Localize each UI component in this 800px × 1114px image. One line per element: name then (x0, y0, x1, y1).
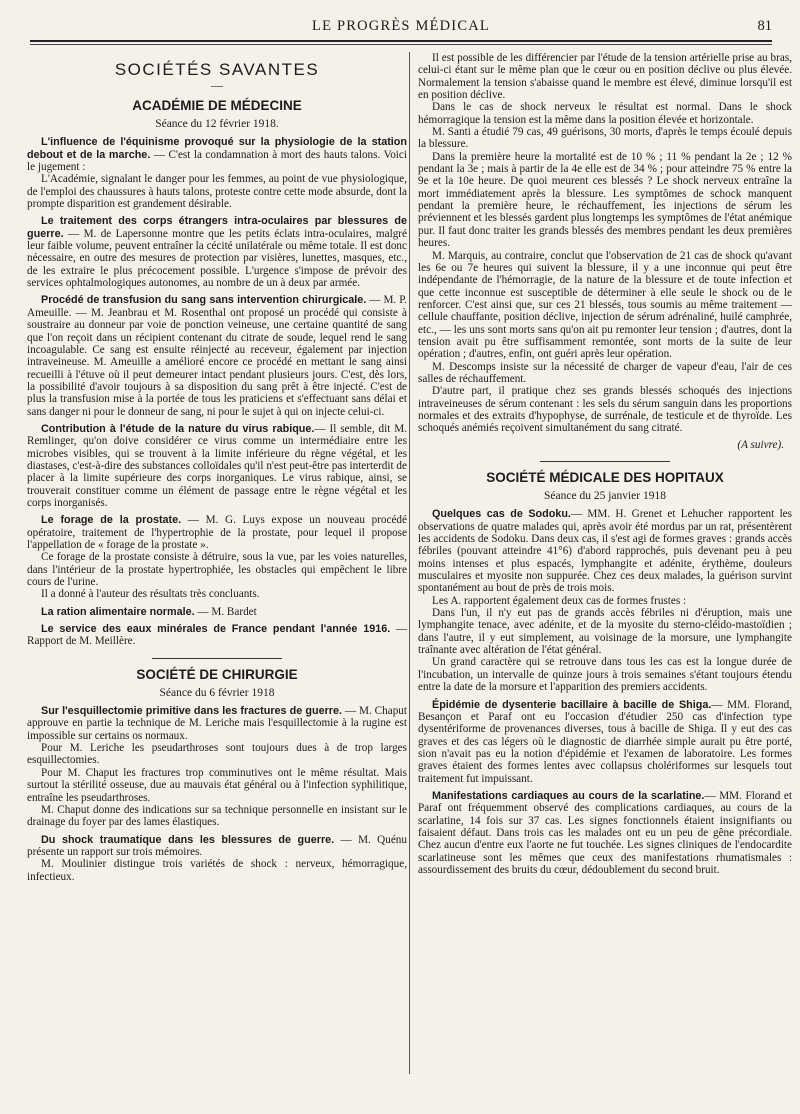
paragraph: M. Marquis, au contraire, conclut que l'observation de 21 cas de shock qu'avant les 6e ou 7e heures qui suivent la blessure, il y a une inconnue qui peut être indépendante de l'hémorragie, de la nature de la blessure et de toute infection et que cette inconnue est susceptible de déterminer à elle seule le shock ou de le renforcer. C'est ainsi que, sur ces 21 blessés, tous soumis au même traitement — cellule chauffante, position déclive, injection de sérum adrénaliné, huilé camphrée, etc., — les uns sont morts sans qu'on ait pu remonter leur tension ; d'autres, dont la tension avait pu être suffisamment remontée, sont morts de la suite de leur opération ; d'autres, enfin, ont guéri après leur opération. (418, 249, 792, 361)
article-text: — MM. Florand et Paraf ont fréquemment observé des complications cardiaques, au cours de la scarlatine, 14 fois sur 37 cas. Les signes fonctionnels étaient insignifiants ou faisaient défaut. Dans trois cas les malades ont eu un peu de gêne précordiale. Chez aucun d'entre eux l'aorte ne fut touchée. Les signes cliniques de l'endocardite scarlatineuse sont les mêmes que ceux des manifestations rhumatismales : assourdissement des bruits du cœur, dédoublement du second bruit. (418, 789, 792, 876)
societes-savantes-title: SOCIÉTÉS SAVANTES (114, 60, 320, 79)
article-heading: Le traitement des corps étrangers intra-oculaires par blessures de guerre. (27, 215, 407, 240)
article-shiga (418, 699, 792, 785)
paragraph: M. Chaput donne des indications sur sa technique personnelle en insistant sur le drainage du foyer par des lames élastiques. (27, 803, 407, 829)
article-text: — Il semble, dit M. Remlinger, qu'on doive considérer ce virus comme un intermédiaire entre les microbes visibles, qui se trouvent à la limite inférieure du règne végétal, et les diastases, c'est-à-dire des substances colloïdales qu'il n'est peut-être pas interterdit de placer à la limite supérieure des corps inorganiques. Le virus rabique, ainsi, se trouverait constituer comme un élément de passage entre le règne végétal et les corps inorganisés. (27, 422, 407, 509)
article-heading: La ration alimentaire normale. (41, 605, 195, 618)
article-text: — M. Quénu présente un rapport sur trois mémoires. (27, 833, 407, 858)
paragraph: Il est possible de les différencier par l'étude de la tension artérielle prise au bras, celui-ci étant sur le même plan que le cœur ou en position déclive ou plus élevée. Normalement la tension s'abaisse quand le membre est élevé, diminue lorsqu'il est en position déclive. (418, 52, 792, 102)
paragraph: Dans la première heure la mortalité est de 10 % ; 11 % pendant la 2e ; 12 % pendant la 3e ; mais à partir de la 4e elle est de 34 % ; pour atteindre 75 % entre la 9e et la 10e heure. De quoi meurent ces blessés ? Le shock nerveux entraîne la mort immédiatement après la blessure. Les symptômes de schock manquent pendant la première heure, le réchauffement, les injections de sérum les préviennent et les blessés gardent plus longtemps les symptômes de l'état anémique pur. Il faut donc traiter les grands blessés des membres pendant les deux premières heures. (418, 150, 792, 250)
paragraph: M. Moulinier distingue trois variétés de shock : nerveux, hémorragique, infectieux. (27, 858, 407, 883)
article-text: — MM. H. Grenet et Lehucher rapportent les observations de quatre malades qui, après avoir été mordus par un rat, présentèrent les accidents de Sodoku. Dans deux cas, il s'est agi de formes graves : grands accès fébriles (pouvant atteindre 41°6) d'abord rapprochés, puis devenant peu à peu moins intenses et plus espacés, lymphangite et adénite, érythème, douleurs musculaires et myosite non suppurée. Chez ces deux malades, la guérison survint spontanément au bout de près de trois mois. (418, 508, 792, 595)
article-forage-prostate (27, 514, 407, 551)
article-text: — C'est la condamnation à mort des hauts talons. Voici le jugement : (27, 148, 407, 174)
article-heading: Le service des eaux minérales de France pendant l'année 1916. (41, 623, 391, 636)
article-ration (27, 606, 407, 618)
article-heading: Le forage de la prostate. (41, 514, 182, 527)
paragraph: Dans l'un, il n'y eut pas de grands accès fébriles ni d'éruption, mais une lymphangite tenace, avec adénite, et de la myosite du sterno-cléido-mastoïdien ; dans l'autre, il y eut simplement, au voisinage de la morsure, une lymphangite traînante avec altération de l'état général. (418, 607, 792, 657)
header-rule (30, 40, 772, 42)
article-heading: Procédé de transfusion du sang sans intervention chirurgicale. (41, 294, 367, 307)
academie-seance: Séance du 12 février 1918. (155, 118, 279, 130)
column-divider (409, 52, 410, 1074)
article-esquillectomie (27, 705, 407, 742)
article-heading: L'influence de l'équinisme provoqué sur la physiologie de la station debout et de la marche. (27, 136, 407, 161)
article-text: — M. de Lapersonne montre que les petits éclats intra-oculaires, malgré leur faible volume, peuvent entraîner la cécité unilatérale ou même totale. Il est donc nécessaire, en outre des mesures de protection par visières, lunettes, masques, etc., de les extraire le plus précocement possible. L'urgence s'impose de prévoir des services ophtalmologiques autonomes, au nombre de un à deux par armée. (27, 227, 407, 290)
page-header (30, 18, 772, 38)
title-dash: — (211, 78, 223, 92)
header-rule-thin (30, 44, 772, 45)
page-number: 81 (757, 18, 772, 34)
article-text: — MM. Florand, Besançon et Paraf ont eu l'occasion d'étudier 250 cas d'infection type dysentériforme de provenances diverses, tous à bacille de Shiga. Il y eut des cas graves et des cas légers où le diagnostic de diarrhée simple aurait pu être porté, sion n'avait pas eu la notion d'épidémie et l'examen de laboratoire. Les formes graves étaient des formes lentes avec collapsus cholériformes sur lesquels tout traitement fut impuissant. (418, 698, 792, 785)
article-shock (27, 834, 407, 859)
article-text: — M. Bardet (194, 605, 257, 618)
article-equinisme (27, 136, 407, 173)
article-heading: Quelques cas de Sodoku. (432, 508, 571, 521)
article-corps-etrangers (27, 215, 407, 289)
paragraph: M. Santi a étudié 79 cas, 49 guérisons, 30 morts, d'après le temps écoulé depuis la blessure. (418, 126, 792, 151)
paragraph: Pour M. Chaput les fractures trop comminutives ont le même résultat. Mais surtout la stérilité osseuse, due au mauvais état général ou à l'infection syphilitique, entraîne les pseudarthroses. (27, 766, 407, 804)
article-scarlatine (418, 790, 792, 876)
academie-title: ACADÉMIE DE MÉDECINE (132, 98, 302, 113)
article-heading: Manifestations cardiaques au cours de la scarlatine. (432, 789, 705, 802)
paragraph: L'Académie, signalant le danger pour les femmes, au point de vue physiologique, de l'emploi des chaussures à hauts talons, proteste contre cette mode absurde, dont la prompte disparition est grandement désirable. (27, 173, 407, 211)
article-text: — M. Chaput approuve en partie la technique de M. Leriche mais l'esquillectomie à la rugine est impossible sur certains os normaux. (27, 705, 407, 742)
article-virus-rabique (27, 423, 407, 509)
hopitaux-seance: Séance du 25 janvier 1918 (544, 490, 666, 502)
article-sodoku (418, 508, 792, 594)
paragraph: Un grand caractère qui se retrouve dans tous les cas est la longue durée de l'incubation, un intervalle de quinze jours à trois semaines s'étant toujours étendu entre la date de la morsure et l'apparition des premiers accidents. (418, 656, 792, 694)
article-heading: Du shock traumatique dans les blessures de guerre. (41, 833, 335, 846)
right-column (418, 52, 792, 1094)
article-heading: Épidémie de dysenterie bacillaire à bacille de Shiga. (432, 698, 712, 711)
hopitaux-title: SOCIÉTÉ MÉDICALE DES HOPITAUX (486, 470, 724, 485)
paragraph: Dans le cas de shock nerveux le résultat est normal. Dans le shock hémorragique la tension est la même dans la position élevée et horizontale. (418, 101, 792, 126)
paragraph: D'autre part, il pratique chez ses grands blessés schoqués des injections intraveineuses de sérum contenant : les sels du sérum sanguin dans les proportions normales et des extraits d'hypophyse, de surrénale, de testicule et de thyroïde. Les schoqués anémiés reçoivent simultanément du sang citraté. (418, 385, 792, 435)
article-heading: Sur l'esquillectomie primitive dans les fractures de guerre. (41, 705, 342, 718)
article-eaux-minerales (27, 623, 407, 648)
left-column (27, 52, 407, 1094)
section-divider (540, 461, 670, 462)
article-text: — M. G. Luys expose un nouveau procédé opératoire, traitement de l'hypertrophie de la prostate, pour lequel il propose l'appellation de « forage de la prostate ». (27, 514, 407, 551)
paragraph: Ce forage de la prostate consiste à détruire, sous la vue, par les voies naturelles, dans l'intérieur de la prostate hypertrophiée, les obstacles qui empêchent le libre cours de l'urine. (27, 551, 407, 589)
chirurgie-seance: Séance du 6 février 1918 (159, 686, 275, 699)
paragraph: M. Descomps insiste sur la nécessité de charger de vapeur d'eau, l'air de ces salles de réchauffement. (418, 360, 792, 385)
article-transfusion (27, 294, 407, 417)
a-suivre: (A suivre). (737, 438, 784, 451)
paragraph: Pour M. Leriche les pseudarthroses sont toujours dues à de trop larges esquillectomies. (27, 742, 407, 767)
paragraph: Les A. rapportent également deux cas de formes frustes : (432, 594, 687, 607)
paragraph: Il a donné à l'auteur des résultats très concluants. (41, 588, 260, 601)
article-text: — M. P. Ameuille. — M. Jeanbrau et M. Rosenthal ont proposé un procédé qui consiste à soustraire au donneur par voie de ponction veineuse, une certaine quantité de sang que l'on reçoit dans un récipient contenant du citrate de soude, lequel rend le sang incoagulable. Ce sang est ensuite réinjecté au receveur, également par injection intraveineuse. M. Ameuille a amélioré encore ce procédé en mettant le sang ainsi recueilli à l'étuve où il peut demeurer intact pendant plusieurs jours. C'est, dès lors, la possibilité d'avoir toujours à sa disposition du sang prêt à être injecté. C'est de plus la transfusion mise à la portée de tous les praticiens et s'effectuant sans délai et sans danger ni pour le donneur de sang, ni pour le sujet à qui on injecte celui-ci. (27, 294, 407, 418)
article-text: — Rapport de M. Meillère. (27, 623, 407, 648)
chirurgie-title: SOCIÉTÉ DE CHIRURGIE (136, 666, 298, 682)
article-heading: Contribution à l'étude de la nature du virus rabique. (41, 422, 315, 435)
running-title: LE PROGRÈS MÉDICAL (312, 18, 490, 34)
section-divider (152, 658, 282, 659)
